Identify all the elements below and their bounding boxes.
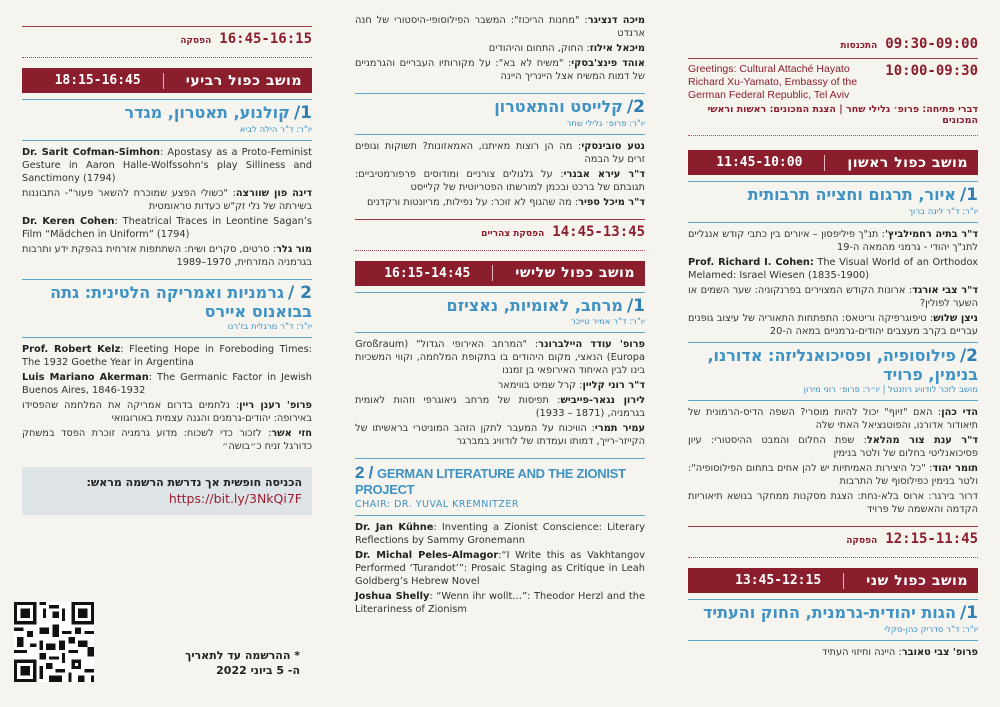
session-time: 18:15-16:45: [54, 73, 141, 88]
talk-item: [688, 462, 978, 488]
session-title: מושב כפול שלישי: [515, 265, 635, 282]
talk-item: [355, 549, 645, 588]
panel-header: [688, 600, 978, 640]
speaker: אוהד פינצ'בסקי: [571, 58, 646, 69]
speaker: ד"ר עירא אבנרי: [563, 168, 645, 180]
talk-title: : "משיח לא בא": על מקורותיו העבריים והגרמניים של דמות המשיח אצל היינריך היינה: [355, 58, 645, 82]
talk-title: : טיפוגרפיקה וריטאס: התפתחות התאוריה של עיצוב גופנים עבריים בקרב מעצבים יהודים-גרמניים במאה ה-20: [688, 312, 978, 337]
speaker: ד"ר צבי אורגד: [912, 284, 978, 296]
talk-title: : הוויכוח על המעבר לתקן הזהב המוניטרי בראשיתו של הקייזר-רייך, דמותו ועמדתו של לודוויג במברגר: [355, 423, 645, 448]
speaker: Dr. Sarit Cofman-Simhon: [22, 146, 160, 158]
talk-title: : האם "זיוף" יכול להיות מוסרי? השפה הדיס-הרמונית של תיאודור אדורנו, והפוטנציאל האתי שלה: [688, 407, 978, 432]
panel-title: [355, 297, 645, 317]
speaker: פרופ' רענן ריין: [239, 400, 312, 412]
talk-item: [355, 140, 645, 166]
speaker: דינה פון שוורצה: [235, 187, 312, 199]
talk-title: דרור בירגר: ארוס בלא-נחת: הצגת מסקנות ממחקר בנושא תיאוריות הקדמה והאשמה של פרויד: [688, 491, 978, 516]
panel-title-text: קולנוע, תאטרון, מגדר: [124, 103, 290, 122]
registration-link[interactable]: https://bit.ly/3NkQi7F: [168, 491, 302, 507]
panel-header: [355, 459, 645, 514]
speaker: Dr. Michal Peles-Almagor: [355, 549, 499, 561]
talk-item: [22, 215, 312, 241]
panel-title: [355, 463, 645, 497]
registration-text: הכניסה חופשית אך נדרשת הרשמה מראש:: [86, 476, 302, 490]
separator: [163, 73, 164, 89]
lunch-row: [355, 220, 645, 246]
talk-item: [355, 338, 645, 377]
arrival-time: 09:30-09:00: [885, 36, 978, 52]
talk-item: [22, 399, 312, 425]
panel-number: 2 /: [355, 463, 374, 483]
speaker: חזי אשר: [271, 428, 312, 440]
divider: [355, 250, 645, 251]
qr-code-icon[interactable]: [14, 602, 94, 682]
panel-title: [22, 104, 312, 124]
speaker: Prof. Richard I. Cohen:: [688, 256, 814, 268]
talk-item: [355, 422, 645, 448]
talk-item: [688, 312, 978, 338]
break-label: הפסקת צהריים: [481, 228, 545, 239]
session-bar-2: [688, 568, 978, 593]
greetings-text: Greetings: Cultural Attaché Hayato Richard Xu-Yamato, Embassy of the German Federal Republic, Tel Aviv: [688, 63, 858, 101]
right-column: [688, 0, 978, 663]
deadline-line-1: * ההרשמה עד לתאריך: [184, 649, 300, 662]
speaker: מיכאל אילוז: [589, 43, 645, 54]
talk-title: : שפת החלום והמבט ההיסטורי: עיון פסיכואנליטי בחלום של ולטר בנימין: [688, 435, 978, 460]
panel-chair: CHAIR: DR. YUVAL KREMNITZER: [355, 498, 520, 510]
talk-item: [355, 57, 645, 83]
arrival-row: [688, 32, 978, 58]
panel-header: [22, 100, 312, 140]
panel-chair: יו"ר: ד"ר הילה לביא: [239, 124, 312, 135]
talk-title: : קרל שמיט בווימאר: [497, 380, 583, 392]
speaker: Dr. Keren Cohen: [22, 215, 115, 227]
panel-chair: יו"ר: ד"ר סדריק כהן-סקלי: [884, 625, 978, 636]
session-time: 11:45-10:00: [716, 155, 803, 170]
deadline-line-2: ה- 5 ביוני 2022: [216, 664, 300, 677]
talk-item: [22, 371, 312, 397]
talk-title: : תנ"ך פיליפסון – איורים בין כתבי קודש אנגליים לתנ"ך יהודי - גרמני מהמאה ה-19: [688, 228, 978, 253]
speaker: הדי כהן: [941, 407, 978, 419]
panel-number: 1/: [293, 103, 312, 123]
talk-title: : לזכור כדי לשכוח: מדוע גרמניה זוכרת הפסד במשחק כדורגל זניח כ״בושה״: [22, 428, 312, 453]
panel-title: [688, 186, 978, 206]
talk-title: : "המרחב האירופי הגדול" (Großraum Europa) הנאצי, מקום היהודים בו בתקופת המלחמה, וקווי המשכיות בינו לבין האיחוד האירופאי בן זמננו: [355, 339, 645, 377]
talk-title: : Apostasy as a Proto-Feminist Gesture in Aaron Halle-Wolfssohn's play Silliness and Sanctimony (1794): [22, 146, 312, 184]
divider: [688, 135, 978, 136]
speaker: לירון נגאר-פייביש: [560, 395, 646, 407]
panel-number: 2/: [959, 345, 978, 366]
talk-list: [355, 135, 645, 213]
panel-number: 1/: [626, 295, 645, 316]
panel-header: [355, 293, 645, 333]
speaker: ד"ר מיכל ספיר: [578, 196, 645, 208]
left-column: [22, 0, 312, 515]
registration-deadline: [170, 648, 300, 678]
talk-item: [355, 196, 645, 209]
talk-title: : נלחמים בדרום אמריקה את המלחמה שהפסידו באירופה: יהודים-גרמנים והגנה עצמית באורוגוואי: [22, 400, 312, 425]
talk-title: : The Germanic Factor in Jewish Buenos Aires, 1846-1932: [22, 372, 312, 397]
speaker: ד"ר בתיה רחמילביץ': [884, 228, 978, 240]
panel-chair: יו"ר: ד"ר אמיר טייכר: [570, 317, 645, 328]
panel-title-text: קלייסט והתאטרון: [494, 97, 623, 116]
panel-header: [355, 94, 645, 134]
talk-title: : ארונות הקודש המצוירים בפרנקוניה: שער השמים או השער לפולין?: [688, 284, 978, 309]
talk-list: [688, 223, 978, 342]
session-time: 16:15-14:45: [384, 265, 471, 281]
speaker: מור גלר: [276, 243, 312, 255]
talk-title: : סרטים, סקרים ושיח: השתתפות אזרחית בהפקת ידע ותרבות בגרמניה המזרחית, 1970–1989: [22, 243, 312, 268]
panel-chair: יו"ר: ד"ר לינה ברוך: [908, 206, 978, 217]
talk-list: [22, 338, 312, 457]
panel-chair: יו"ר: פרופ׳ גלילי שחר: [566, 118, 645, 129]
break-row: [22, 27, 312, 53]
talk-title: :“I Write this as Vakhtangov Performed ‘Turandot’”: Prosaic Staging as Critique in Leah Goldberg’s Hebrew Novel: [355, 549, 645, 587]
talk-item: [355, 394, 645, 420]
registration-box: [22, 467, 312, 515]
separator: [492, 265, 493, 281]
talk-item: [688, 406, 978, 432]
talk-title: : מה הן רוצות מאיתנו, האמאזונות? תשוקות וגופים זרים על הבמה: [355, 140, 645, 165]
talk-item: [688, 490, 978, 516]
panel-chair: מושב לזכר לודוויג רוזנטל | יו״ר: פרופ׳ רוני מירון: [803, 385, 978, 396]
speaker: ד"ר ענת צור מהלאל: [866, 435, 978, 447]
talk-item: [355, 168, 645, 194]
divider: [22, 57, 312, 58]
speaker: Prof. Robert Kelz: [22, 344, 121, 356]
panel-number: 1/: [959, 603, 978, 624]
talk-item: [688, 284, 978, 310]
panel-header: [22, 280, 312, 338]
break-label: הפסקה: [180, 36, 212, 46]
talk-list: [688, 401, 978, 520]
greetings-time: 10:00-09:30: [885, 63, 978, 79]
talk-list: [355, 0, 645, 87]
arrival-label: התכנסות: [840, 41, 878, 51]
talk-title: : "כל היצירות האמיתיות יש להן אחים בתחום הפילוסופיה": ולטר בנימין כפילוסוף של התרבות: [688, 463, 978, 488]
separator: [843, 573, 844, 589]
talk-title: : Inventing a Zionist Conscience: Literary Reflections by Sammy Gronemann: [355, 521, 645, 546]
session-bar-4: [22, 68, 312, 93]
talk-title: : "מחנות הריכוז": המשבר הפילוסופי-היסטורי של חנה ארנדט: [355, 15, 645, 39]
speaker: תומר יהוד: [932, 463, 978, 475]
panel-header: [688, 182, 978, 222]
panel-title: [688, 604, 978, 624]
talk-title: : החוק, התחום והיהודים: [488, 43, 590, 54]
speaker: Joshua Shelly: [355, 590, 430, 602]
panel-number: 2 /: [288, 282, 312, 303]
talk-item: [688, 228, 978, 254]
break-time: 14:45-13:45: [552, 223, 645, 240]
talk-title: : היינה וחיזוי העתיד: [821, 647, 902, 659]
speaker: עמיר תמרי: [594, 423, 645, 435]
break-label: הפסקה: [846, 536, 878, 547]
talk-item: [355, 42, 645, 55]
panel-title-text: מרחב, לאומיות, נאציזם: [446, 295, 623, 315]
opening-remarks: דברי פתיחה: פרופ׳ גלילי שחר | הצגת המכונים: ראשות וראשי המכונים: [707, 104, 978, 126]
speaker: ניצן שלוש: [933, 312, 978, 324]
talk-item: [355, 14, 645, 40]
talk-item: [22, 187, 312, 213]
session-title: מושב כפול ראשון: [847, 154, 968, 171]
talk-item: [355, 521, 645, 547]
panel-title-text: גרמניות ואמריקה הלטינית: גתה בבואנוס איירס: [50, 282, 312, 322]
break-time: 12:15-11:45: [885, 531, 978, 548]
talk-title: The Visual World of an Orthodox Melamed: Israel Wiesen (1835-1900): [688, 256, 978, 281]
speaker: ד"ר רוני קליין: [582, 380, 645, 392]
talk-item: [355, 590, 645, 616]
panel-title-text: פילוסופיה, ופסיכואנליזה: אדורנו, בנימין, פרויד: [707, 345, 978, 385]
talk-title: : Fleeting Hope in Foreboding Times: The 1932 Goethe Year in Argentina: [22, 344, 312, 369]
speaker: פרופ' עודד היילברונר: [538, 339, 645, 351]
talk-item: [22, 427, 312, 453]
talk-item: [22, 243, 312, 269]
panel-title: [355, 98, 645, 118]
session-time: 13:45-12:15: [735, 573, 822, 589]
speaker: Luis Mariano Akerman: [22, 372, 149, 384]
separator: [824, 155, 825, 171]
break-time: 16:45-16:15: [219, 31, 312, 47]
panel-chair: יו"ר: ד"ר מרגלית בז'רנו: [227, 322, 312, 333]
panel-number: 1/: [959, 185, 978, 205]
speaker: נטע סובינסקי: [581, 140, 645, 152]
panel-title: [688, 347, 978, 385]
middle-column: [355, 0, 645, 620]
panel-number: 2/: [626, 97, 645, 117]
panel-title: [22, 284, 312, 322]
talk-item: [688, 646, 978, 659]
talk-title: : "כשולי הפצע שמוכרח להשאר פעור"- התבוננות בשירתה של נלי זק"ש כעדות טראומטית: [22, 187, 312, 212]
greetings-row: [688, 59, 978, 102]
talk-item: [688, 256, 978, 282]
session-bar-1: [688, 150, 978, 175]
talk-list: [355, 516, 645, 620]
talk-item: [688, 434, 978, 460]
talk-title: : מה שהגוף לא זוכר: על נפילות, מריונטות ורקדנים: [367, 196, 579, 208]
session-title: מושב כפול רביעי: [185, 72, 302, 89]
talk-list: [22, 141, 312, 273]
panel-title-text: הגות יהודית-גרמנית, החוק והעתיד: [703, 603, 956, 623]
speaker: פרופ' צבי טאובר: [901, 647, 978, 659]
break-row: [688, 527, 978, 553]
talk-title: : על גלגולים צורניים ומודוסים פרפורמטיביים: תגובתם של ברכט ובכמן למורשתו הפטריוטית של קלייסט: [355, 168, 645, 193]
talk-title: : תפיסות של מרחב גיאוגרפי וזהות לאומית בגרמניה, (1871 – 1933): [355, 395, 645, 420]
talk-list: [355, 333, 645, 452]
panel-header: [688, 343, 978, 401]
talk-item: [22, 146, 312, 185]
talk-item: [22, 343, 312, 369]
talk-title: : Theatrical Traces in Leontine Sagan’s Film “Mädchen in Uniform” (1794): [22, 215, 313, 240]
talk-list: [688, 641, 978, 663]
speaker: Dr. Jan Kühne: [355, 521, 434, 533]
talk-title: : “Wenn ihr wollt…”: Theodor Herzl and the Literariness of Zionism: [355, 590, 645, 615]
panel-title-text: GERMAN LITERATURE AND THE ZIONIST PROJECT: [355, 466, 626, 497]
divider: [688, 557, 978, 558]
speaker: מיכה דנציגר: [587, 15, 645, 26]
session-bar-3: [355, 261, 645, 286]
session-title: מושב כפול שני: [866, 572, 968, 589]
talk-item: [355, 379, 645, 392]
panel-title-text: איור, תרגום וחצייה תרבותית: [747, 185, 956, 204]
